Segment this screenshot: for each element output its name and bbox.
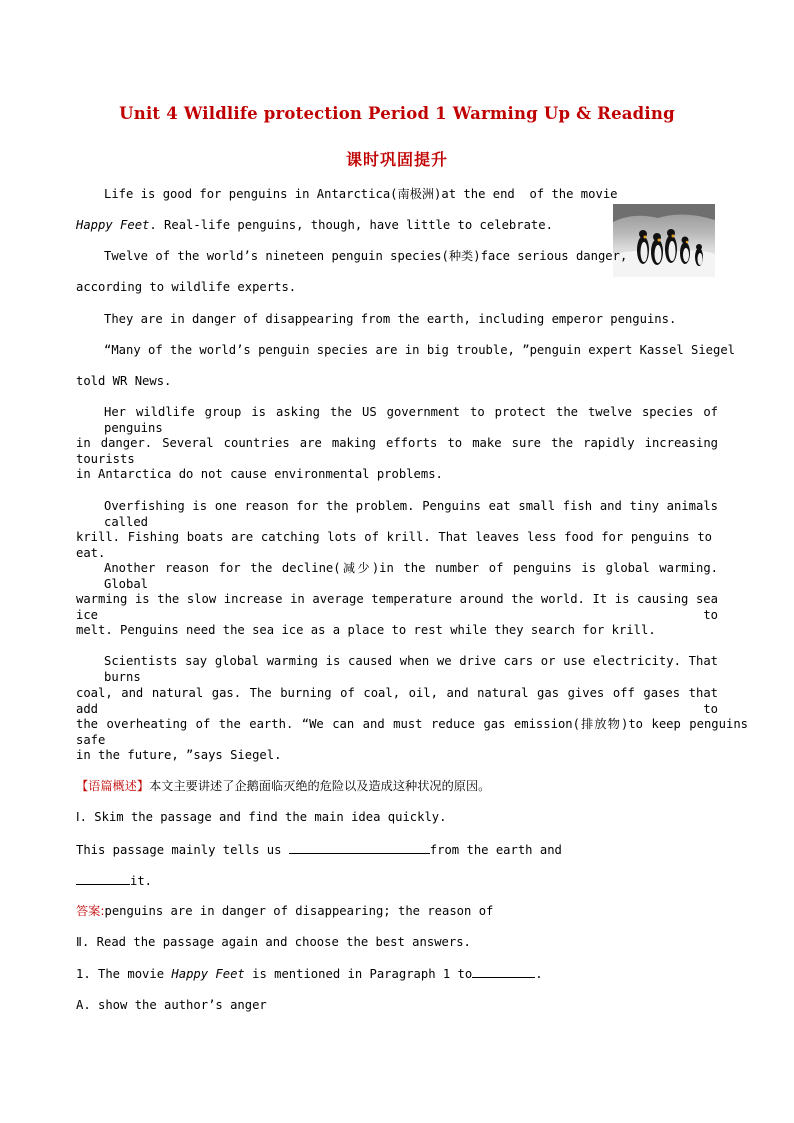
passage-p7-line2: warming is the slow increase in average temperature around the world. It is causing sea ice to (76, 592, 718, 622)
passage-p6-line2: krill. Fishing boats are catching lots of krill. That leaves less food for penguins to eat. (76, 530, 712, 560)
penguins-photo (613, 204, 715, 277)
passage-p3: They are in danger of disappearing from the earth, including emperor penguins. (104, 312, 677, 326)
passage-p7-line3: melt. Penguins need the sea ice as a place to rest while they search for krill. (76, 623, 656, 637)
passage-p8-line2: coal, and natural gas. The burning of coal, oil, and natural gas gives off gases that add to (76, 686, 718, 716)
section2-heading: Ⅱ. Read the passage again and choose the best answers. (76, 935, 471, 949)
passage-p6-line1: Overfishing is one reason for the problem. Penguins eat small fish and tiny animals called (104, 499, 718, 529)
passage-p5-line3: in Antarctica do not cause environmental problems. (76, 467, 443, 481)
answer-blank-1[interactable] (289, 841, 430, 854)
section1-question-cont: it. (76, 872, 152, 889)
summary (76, 778, 490, 794)
answer-blank-2[interactable] (76, 872, 130, 885)
passage-p5-line1: Her wildlife group is asking the US government to protect the twelve species of penguins (104, 405, 718, 435)
passage-p4-line2: told WR News. (76, 374, 172, 388)
section1-heading: Ⅰ. Skim the passage and find the main idea quickly. (76, 810, 447, 824)
option-a: A. show the author’s anger (76, 998, 267, 1012)
summary-label: 【语篇概述】 (76, 779, 150, 793)
passage-p1-line2: Happy Feet. Real-life penguins, though, have little to celebrate. (76, 218, 553, 232)
answer-label: 答案: (76, 904, 105, 918)
penguins-illustration (613, 204, 715, 277)
summary-text: 本文主要讲述了企鹅面临灭绝的危险以及造成这种状况的原因。 (149, 779, 491, 793)
passage-p2-line2: according to wildlife experts. (76, 280, 297, 294)
movie-title: Happy Feet (171, 967, 245, 981)
section1-answer: 答案:penguins are in danger of disappearing; the reason of (76, 904, 494, 918)
passage-p2-line1: Twelve of the world’s nineteen penguin species(种类)face serious danger, (104, 249, 628, 263)
passage-p4-line1: “Many of the world’s penguin species are in big trouble, ”penguin expert Kassel Siegel (104, 343, 736, 357)
passage-p8-line4: in the future, ”says Siegel. (76, 748, 282, 762)
movie-title: Happy Feet (76, 218, 150, 232)
unit-title: Unit 4 Wildlife protection Period 1 Warming Up & Reading (119, 104, 675, 123)
passage-p8-line3: the overheating of the earth. “We can and must reduce gas emission(排放物)to keep penguins safe (76, 717, 748, 747)
section2-question-1: 1. The movie Happy Feet is mentioned in Paragraph 1 to . (76, 967, 543, 981)
answer-blank-3[interactable] (472, 965, 535, 978)
passage-p5-line2: in danger. Several countries are making efforts to make sure the rapidly increasing tourists (76, 436, 718, 466)
passage-p1-line1: Life is good for penguins in Antarctica(南极洲)at the end of the movie (104, 187, 618, 201)
passage-p7-line1: Another reason for the decline(减少)in the number of penguins is global warming. Global (104, 561, 718, 591)
passage-p8-line1: Scientists say global warming is caused when we drive cars or use electricity. That burns (104, 654, 718, 684)
unit-subtitle: 课时巩固提升 (345, 150, 448, 169)
section1-question: This passage mainly tells us from the earth and (76, 843, 562, 857)
